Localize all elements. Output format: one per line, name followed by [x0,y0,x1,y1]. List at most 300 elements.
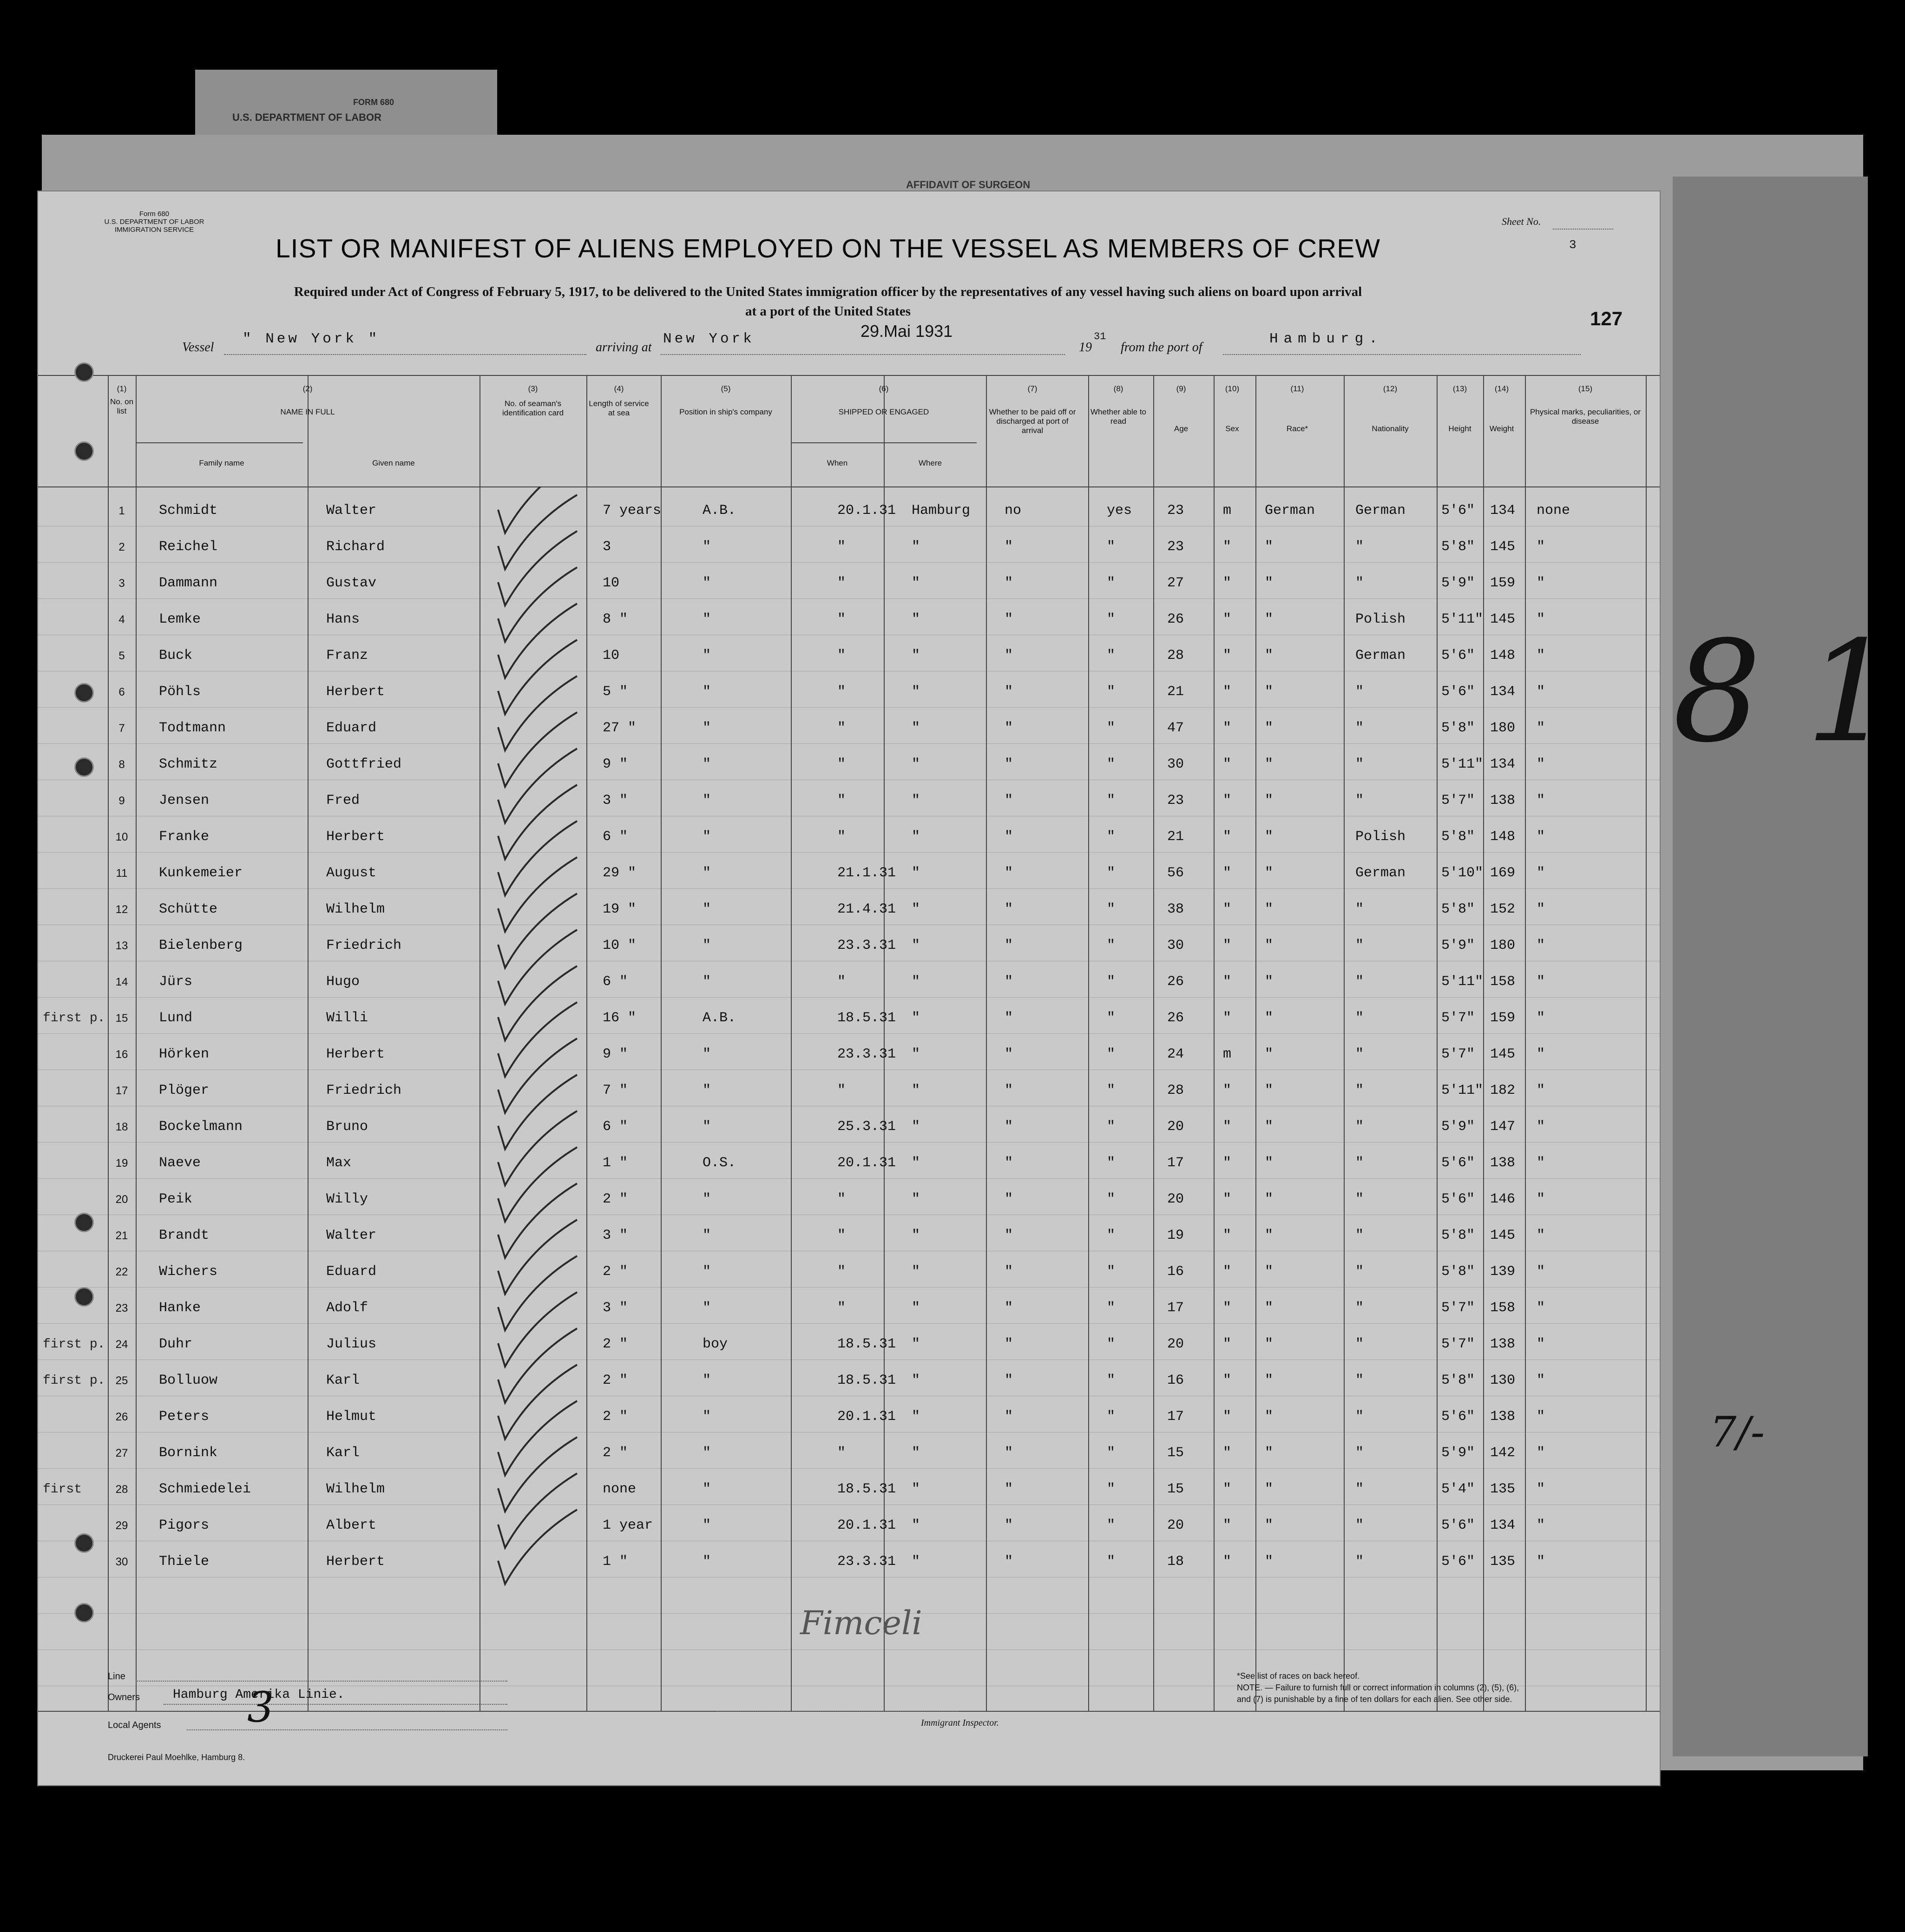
position: " [703,974,711,990]
row-number: 3 [118,577,125,590]
able-to-read: " [1107,1409,1116,1425]
paid-off: " [1005,756,1013,772]
race: " [1265,829,1274,845]
service-length: 2 " [603,1445,628,1461]
nationality: " [1355,1264,1364,1280]
paid-off: " [1005,1481,1013,1497]
age: 20 [1167,1336,1184,1352]
weight: 139 [1490,1264,1516,1280]
able-to-read: " [1107,684,1116,700]
col7-header [986,384,1079,435]
height: 5'7" [1441,793,1475,808]
shipped-where: " [912,756,920,772]
given-name: Albert [326,1518,377,1533]
nationality: Polish [1355,829,1406,845]
punch-hole [74,757,94,777]
paid-off: " [1005,938,1013,953]
background-stamp: U.S. DEPARTMENT OF LABOR [232,112,382,123]
age: 27 [1167,575,1184,591]
col10-header [1214,384,1251,434]
race-note: *See list of races on back hereof. [1237,1671,1360,1681]
sex: " [1223,648,1232,664]
sex: " [1223,684,1232,700]
nationality: " [1355,1046,1364,1062]
shipped-where: " [912,938,920,953]
nationality: " [1355,756,1364,772]
race: " [1265,648,1274,664]
height: 5'8" [1441,1228,1475,1243]
race: " [1265,1554,1274,1570]
given-name: Gottfried [326,756,402,772]
able-to-read: " [1107,1010,1116,1026]
race: " [1265,901,1274,917]
shipped-when: " [837,1228,846,1243]
service-length: 29 " [603,865,637,881]
row-rule [38,852,1660,853]
able-to-read: " [1107,648,1116,664]
family-name: Schütte [159,901,218,917]
checkmark [498,531,577,605]
weight: 169 [1490,865,1516,881]
col14-label: Weight [1489,424,1514,433]
service-length: 2 " [603,1409,628,1425]
form-service: IMMIGRATION SERVICE [114,226,194,234]
race: " [1265,1083,1274,1098]
shipped-when: " [837,684,846,700]
checkmark [498,966,577,1040]
given-name: Walter [326,1228,377,1243]
punch-hole [74,1603,94,1623]
position: boy [703,1336,728,1352]
position: " [703,1046,711,1062]
col4-number: (4) [614,384,624,393]
physical-marks: " [1537,1554,1545,1570]
row-rule [38,1432,1660,1433]
service-length: 2 " [603,1264,628,1280]
nationality: " [1355,1481,1364,1497]
column-line [1437,375,1438,1711]
given-name: Wilhelm [326,1481,385,1497]
able-to-read: " [1107,1518,1116,1533]
shipped-where: " [912,901,920,917]
able-to-read: " [1107,1300,1116,1316]
shipped-where: " [912,611,920,627]
able-to-read: " [1107,1046,1116,1062]
shipped-where: " [912,539,920,555]
checkmark [498,785,577,859]
family-name: Lemke [159,611,201,627]
row-number: 21 [115,1229,128,1242]
family-name: Naeve [159,1155,201,1171]
shipped-when: 18.5.31 [837,1373,896,1388]
shipped-where: " [912,1445,920,1461]
column-line [1646,375,1647,1711]
shipped-where: " [912,1554,920,1570]
checkmark [498,1473,577,1548]
paid-off: " [1005,1445,1013,1461]
service-length: 6 " [603,1119,628,1135]
service-length: 10 [603,648,620,664]
col9-header [1153,384,1209,434]
agents-mark: 3 [247,1683,274,1732]
weight: 182 [1490,1083,1516,1098]
checkmark [498,894,577,968]
checkmark [498,1111,577,1185]
given-name: Wilhelm [326,901,385,917]
given-name: Herbert [326,684,385,700]
family-name: Reichel [159,539,218,555]
age: 23 [1167,793,1184,808]
able-to-read: " [1107,611,1116,627]
race: " [1265,1373,1274,1388]
inspector-label: Immigrant Inspector. [921,1718,999,1728]
service-length: 3 [603,539,611,555]
age: 15 [1167,1481,1184,1497]
weight: 158 [1490,1300,1516,1316]
shipped-when: 23.3.31 [837,938,896,953]
position: " [703,1264,711,1280]
shipped-where: " [912,720,920,736]
year-suffix: 31 [1094,331,1106,342]
margin-note: first p. [43,1011,105,1025]
position: " [703,1445,711,1461]
nationality: " [1355,1409,1364,1425]
family-name: Lund [159,1010,193,1026]
position: " [703,575,711,591]
position: " [703,1518,711,1533]
row-number: 22 [115,1266,128,1278]
checkmark [498,1437,577,1511]
checkmark [498,1038,577,1113]
col15-label: Physical marks, peculiarities, or disease [1530,407,1641,426]
age: 16 [1167,1264,1184,1280]
family-name: Buck [159,648,193,664]
given-name: Willi [326,1010,368,1026]
family-name: Thiele [159,1554,210,1570]
sex: " [1223,611,1232,627]
height: 5'11" [1441,756,1484,772]
age: 28 [1167,648,1184,664]
paid-off: " [1005,865,1013,881]
sheet-number: 3 [1569,238,1577,252]
race: " [1265,793,1274,808]
position: " [703,865,711,881]
given-name: Richard [326,539,385,555]
arrival-date-stamp: 29.Mai 1931 [861,322,953,341]
family-name: Bielenberg [159,938,243,953]
paid-off: " [1005,1300,1013,1316]
paid-off: " [1005,1264,1013,1280]
sex: " [1223,1083,1232,1098]
col15-number: (15) [1578,384,1593,393]
arriving-port: New York [663,331,755,347]
checkmark [498,1365,577,1439]
paid-off: " [1005,1554,1013,1570]
family-name: Peters [159,1409,210,1425]
agents-field [187,1729,507,1730]
physical-marks: " [1537,829,1545,845]
sex: " [1223,974,1232,990]
line-label: Line [108,1671,125,1682]
service-length: 2 " [603,1336,628,1352]
paid-off: " [1005,1010,1013,1026]
from-port-line [1223,354,1581,355]
service-length: 10 [603,575,620,591]
race: " [1265,575,1274,591]
from-port-label: from the port of [1121,340,1202,355]
weight: 180 [1490,720,1516,736]
service-length: 9 " [603,756,628,772]
col3-label: No. of seaman's identification card [502,399,564,417]
row-number: 2 [118,541,125,553]
row-rule [38,1178,1660,1179]
family-name: Jensen [159,793,210,808]
physical-marks: " [1537,1445,1545,1461]
page-subtitle-2: at a port of the United States [745,304,911,319]
shipped-where: " [912,684,920,700]
column-line [1088,375,1089,1711]
height: 5'8" [1441,901,1475,917]
weight: 142 [1490,1445,1516,1461]
col9-label: Age [1174,424,1189,433]
paid-off: " [1005,1155,1013,1171]
shipped-when: 20.1.31 [837,503,896,519]
position: " [703,1300,711,1316]
given-name: Walter [326,503,377,519]
height: 5'11" [1441,611,1484,627]
row-number: 15 [115,1012,128,1025]
weight: 180 [1490,938,1516,953]
checkmark [498,1401,577,1475]
family-name: Duhr [159,1336,193,1352]
nationality: Polish [1355,611,1406,627]
family-name: Bolluow [159,1373,218,1388]
sex: " [1223,793,1232,808]
line-field [136,1681,507,1682]
owners-value: Hamburg Amerika Linie. [173,1688,345,1702]
shipped-when: 20.1.31 [837,1409,896,1425]
family-name: Plöger [159,1083,210,1098]
given-name: Friedrich [326,938,402,953]
vessel-name: " New York " [243,331,380,347]
service-length: 7 " [603,1083,628,1098]
race: " [1265,1481,1274,1497]
physical-marks: " [1537,1481,1545,1497]
sex: " [1223,901,1232,917]
position: " [703,684,711,700]
weight: 146 [1490,1191,1516,1207]
sex: " [1223,1518,1232,1533]
physical-marks: " [1537,756,1545,772]
position: " [703,1373,711,1388]
age: 38 [1167,901,1184,917]
position: " [703,1083,711,1098]
height: 5'9" [1441,1119,1475,1135]
family-name: Schmiedelei [159,1481,251,1497]
race: " [1265,1300,1274,1316]
race: " [1265,1264,1274,1280]
able-to-read: " [1107,1228,1116,1243]
physical-marks: " [1537,793,1545,808]
position: " [703,539,711,555]
col7-label: Whether to be paid off or discharged at port of arrival [989,407,1076,435]
age: 20 [1167,1191,1184,1207]
age: 16 [1167,1373,1184,1388]
row-number: 24 [115,1338,128,1351]
position: " [703,938,711,953]
sex: " [1223,1191,1232,1207]
weight: 134 [1490,756,1516,772]
weight: 138 [1490,793,1516,808]
col6b-header: Where [918,459,942,467]
shipped-when: " [837,648,846,664]
sex: " [1223,1228,1232,1243]
position: " [703,793,711,808]
manifest-sheet [37,191,1661,1786]
race: " [1265,611,1274,627]
column-line [136,375,137,1711]
weight: 134 [1490,503,1516,519]
age: 30 [1167,938,1184,953]
service-length: 27 " [603,720,637,736]
race: " [1265,1336,1274,1352]
weight: 145 [1490,1228,1516,1243]
position: " [703,1119,711,1135]
row-number: 1 [118,505,125,517]
crew-table [38,375,1660,1750]
row-number: 26 [115,1411,128,1423]
height: 5'8" [1441,720,1475,736]
paid-off: " [1005,1518,1013,1533]
column-line [986,375,987,1711]
height: 5'8" [1441,829,1475,845]
paid-off: " [1005,1336,1013,1352]
paid-off: " [1005,1046,1013,1062]
paid-off: " [1005,720,1013,736]
given-name: Adolf [326,1300,368,1316]
height: 5'8" [1441,539,1475,555]
given-name: Helmut [326,1409,377,1425]
shipped-where: " [912,648,920,664]
age: 21 [1167,684,1184,700]
race: " [1265,974,1274,990]
column-line [791,375,792,1711]
paid-off: " [1005,793,1013,808]
weight: 145 [1490,611,1516,627]
given-name: Karl [326,1445,360,1461]
sex: " [1223,1300,1232,1316]
shipped-where: " [912,1336,920,1352]
column-line [1255,375,1256,1711]
shipped-where: " [912,974,920,990]
paid-off: " [1005,575,1013,591]
age: 30 [1167,756,1184,772]
sex: " [1223,575,1232,591]
given-name: Eduard [326,720,377,736]
row-rule [38,1323,1660,1324]
shipped-when: " [837,720,846,736]
checkmark [498,676,577,750]
col10-number: (10) [1225,384,1240,393]
position: " [703,1228,711,1243]
nationality: " [1355,793,1364,808]
able-to-read: " [1107,1481,1116,1497]
checkmark [498,930,577,1004]
sheet-label: Sheet No. [1502,216,1541,227]
height: 5'8" [1441,1264,1475,1280]
printer-credit: Druckerei Paul Moehlke, Hamburg 8. [108,1753,245,1762]
shipped-when: 23.3.31 [837,1046,896,1062]
row-number: 16 [115,1048,128,1061]
height: 5'6" [1441,1409,1475,1425]
nationality: " [1355,938,1364,953]
nationality: " [1355,575,1364,591]
service-length: 16 " [603,1010,637,1026]
shipped-where: " [912,793,920,808]
physical-marks: " [1537,1119,1545,1135]
sex: " [1223,720,1232,736]
paid-off: " [1005,684,1013,700]
weight: 134 [1490,1518,1516,1533]
page-subtitle: Required under Act of Congress of February 5, 1917, to be delivered to the United States immigration officer by the representatives of any vessel having such aliens on board upon arrival [294,284,1362,299]
row-number: 27 [115,1447,128,1459]
family-name: Dammann [159,575,218,591]
able-to-read: " [1107,539,1116,555]
row-number: 14 [115,976,128,988]
sex: " [1223,1554,1232,1570]
table-header-rule [38,486,1660,487]
row-rule [38,707,1660,708]
form-number: Form 680 [139,210,170,218]
able-to-read: " [1107,865,1116,881]
col7-number: (7) [1027,384,1038,393]
physical-marks: " [1537,1264,1545,1280]
col2b-header: Given name [372,459,415,467]
physical-marks: " [1537,1010,1545,1026]
shipped-when: " [837,1191,846,1207]
row-number: 18 [115,1121,128,1133]
weight: 135 [1490,1554,1516,1570]
penalty-note: NOTE. — Failure to furnish full or correct information in columns (2), (5), (6), [1237,1683,1519,1692]
col11-label: Race* [1286,424,1308,433]
row-number: 7 [118,722,125,735]
nationality: " [1355,1228,1364,1243]
service-length: 9 " [603,1046,628,1062]
given-name: Karl [326,1373,360,1388]
weight: 148 [1490,648,1516,664]
physical-marks: " [1537,1300,1545,1316]
paid-off: " [1005,1228,1013,1243]
service-length: 7 years [603,503,662,519]
arriving-line [661,354,1065,355]
page-number: 127 [1590,308,1623,329]
physical-marks: " [1537,1191,1545,1207]
checkmark [498,1292,577,1367]
checkmark [498,567,577,642]
service-length: 6 " [603,829,628,845]
checkmark [498,821,577,895]
row-number: 25 [115,1374,128,1387]
nationality: " [1355,974,1364,990]
col8-label: Whether able to read [1090,407,1146,426]
weight: 135 [1490,1481,1516,1497]
owners-label: Owners [108,1692,140,1702]
checkmark [498,495,577,569]
shipped-where: " [912,1046,920,1062]
shipped-when: 18.5.31 [837,1010,896,1026]
physical-marks: " [1537,1155,1545,1171]
race: " [1265,1010,1274,1026]
